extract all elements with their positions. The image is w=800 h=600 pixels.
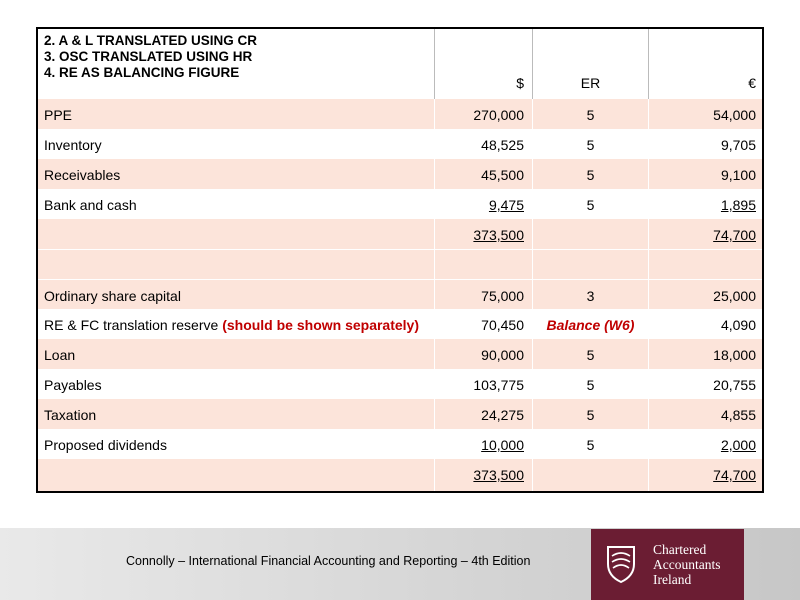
row-usd: 9,475 xyxy=(488,197,524,213)
row-label: Proposed dividends xyxy=(44,437,167,453)
table-row xyxy=(38,279,762,310)
equity-total-eur: 74,700 xyxy=(713,467,756,483)
table-row xyxy=(38,429,762,459)
row-usd: 10,000 xyxy=(481,437,524,453)
row-eur: 9,705 xyxy=(720,137,756,153)
row-eur: 1,895 xyxy=(720,197,756,213)
row-label: Inventory xyxy=(44,137,102,153)
header-er-cell xyxy=(533,29,649,99)
row-label: Ordinary share capital xyxy=(44,288,181,304)
table-row xyxy=(38,159,762,189)
row-label: Loan xyxy=(44,347,76,363)
header-dollar-cell xyxy=(435,29,533,99)
row-er: 3 xyxy=(586,288,595,304)
table-row xyxy=(38,129,762,159)
row-er: 5 xyxy=(586,437,595,453)
row-eur: 4,855 xyxy=(720,407,756,423)
row-er: Balance (W6) xyxy=(546,317,635,333)
table-row xyxy=(38,99,762,129)
assets-total-usd: 373,500 xyxy=(473,227,524,243)
row-eur: 20,755 xyxy=(713,377,756,393)
translation-table xyxy=(36,27,764,493)
logo-line-3: Ireland xyxy=(653,572,692,587)
row-er: 5 xyxy=(586,377,595,393)
logo-line-1: Chartered xyxy=(653,542,707,557)
table-row xyxy=(38,189,762,219)
header-er: ER xyxy=(580,75,601,91)
row-label: PPE xyxy=(44,107,73,123)
row-usd: 45,500 xyxy=(481,167,524,183)
table-row xyxy=(38,369,762,399)
header-euro: € xyxy=(748,75,756,91)
row-usd: 90,000 xyxy=(481,347,524,363)
row-eur: 25,000 xyxy=(713,288,756,304)
chartered-accountants-ireland-logo xyxy=(591,529,744,600)
header-euro-cell xyxy=(649,29,762,99)
header-dollar: $ xyxy=(516,75,524,91)
shield-icon xyxy=(605,544,637,584)
row-usd: 75,000 xyxy=(481,288,524,304)
header-steps xyxy=(38,29,435,99)
row-label: Bank and cash xyxy=(44,197,137,213)
row-eur: 18,000 xyxy=(713,347,756,363)
table-row xyxy=(38,339,762,369)
row-usd: 48,525 xyxy=(481,137,524,153)
footer-citation: Connolly – International Financial Accounting and Reporting – 4th Edition xyxy=(126,554,531,568)
row-er: 5 xyxy=(586,347,595,363)
row-eur: 4,090 xyxy=(720,317,756,333)
row-er: 5 xyxy=(586,167,595,183)
header-step-3: 3. OSC TRANSLATED USING HR xyxy=(44,49,253,64)
blank-row xyxy=(38,249,762,280)
table-row xyxy=(38,309,762,339)
assets-total-row xyxy=(38,219,762,249)
assets-total-eur: 74,700 xyxy=(713,227,756,243)
row-er: 5 xyxy=(586,137,595,153)
row-usd: 70,450 xyxy=(481,317,524,333)
row-usd: 24,275 xyxy=(481,407,524,423)
table-row xyxy=(38,399,762,429)
equity-total-row xyxy=(38,459,762,491)
row-er: 5 xyxy=(586,197,595,213)
row-label: Payables xyxy=(44,377,102,393)
header-step-2: 2. A & L TRANSLATED USING CR xyxy=(44,33,258,48)
row-usd: 103,775 xyxy=(473,377,524,393)
row-er: 5 xyxy=(586,107,595,123)
equity-total-usd: 373,500 xyxy=(473,467,524,483)
row-label: RE & FC translation reserve xyxy=(44,317,219,333)
row-eur: 2,000 xyxy=(720,437,756,453)
table-header-row xyxy=(38,29,762,100)
row-eur: 9,100 xyxy=(720,167,756,183)
row-label: Receivables xyxy=(44,167,121,183)
row-er: 5 xyxy=(586,407,595,423)
row-label: Taxation xyxy=(44,407,97,423)
header-step-4: 4. RE AS BALANCING FIGURE xyxy=(44,65,240,80)
logo-line-2: Accountants xyxy=(653,557,721,572)
row-note: (should be shown separately) xyxy=(222,317,420,333)
row-usd: 270,000 xyxy=(473,107,524,123)
row-eur: 54,000 xyxy=(713,107,756,123)
